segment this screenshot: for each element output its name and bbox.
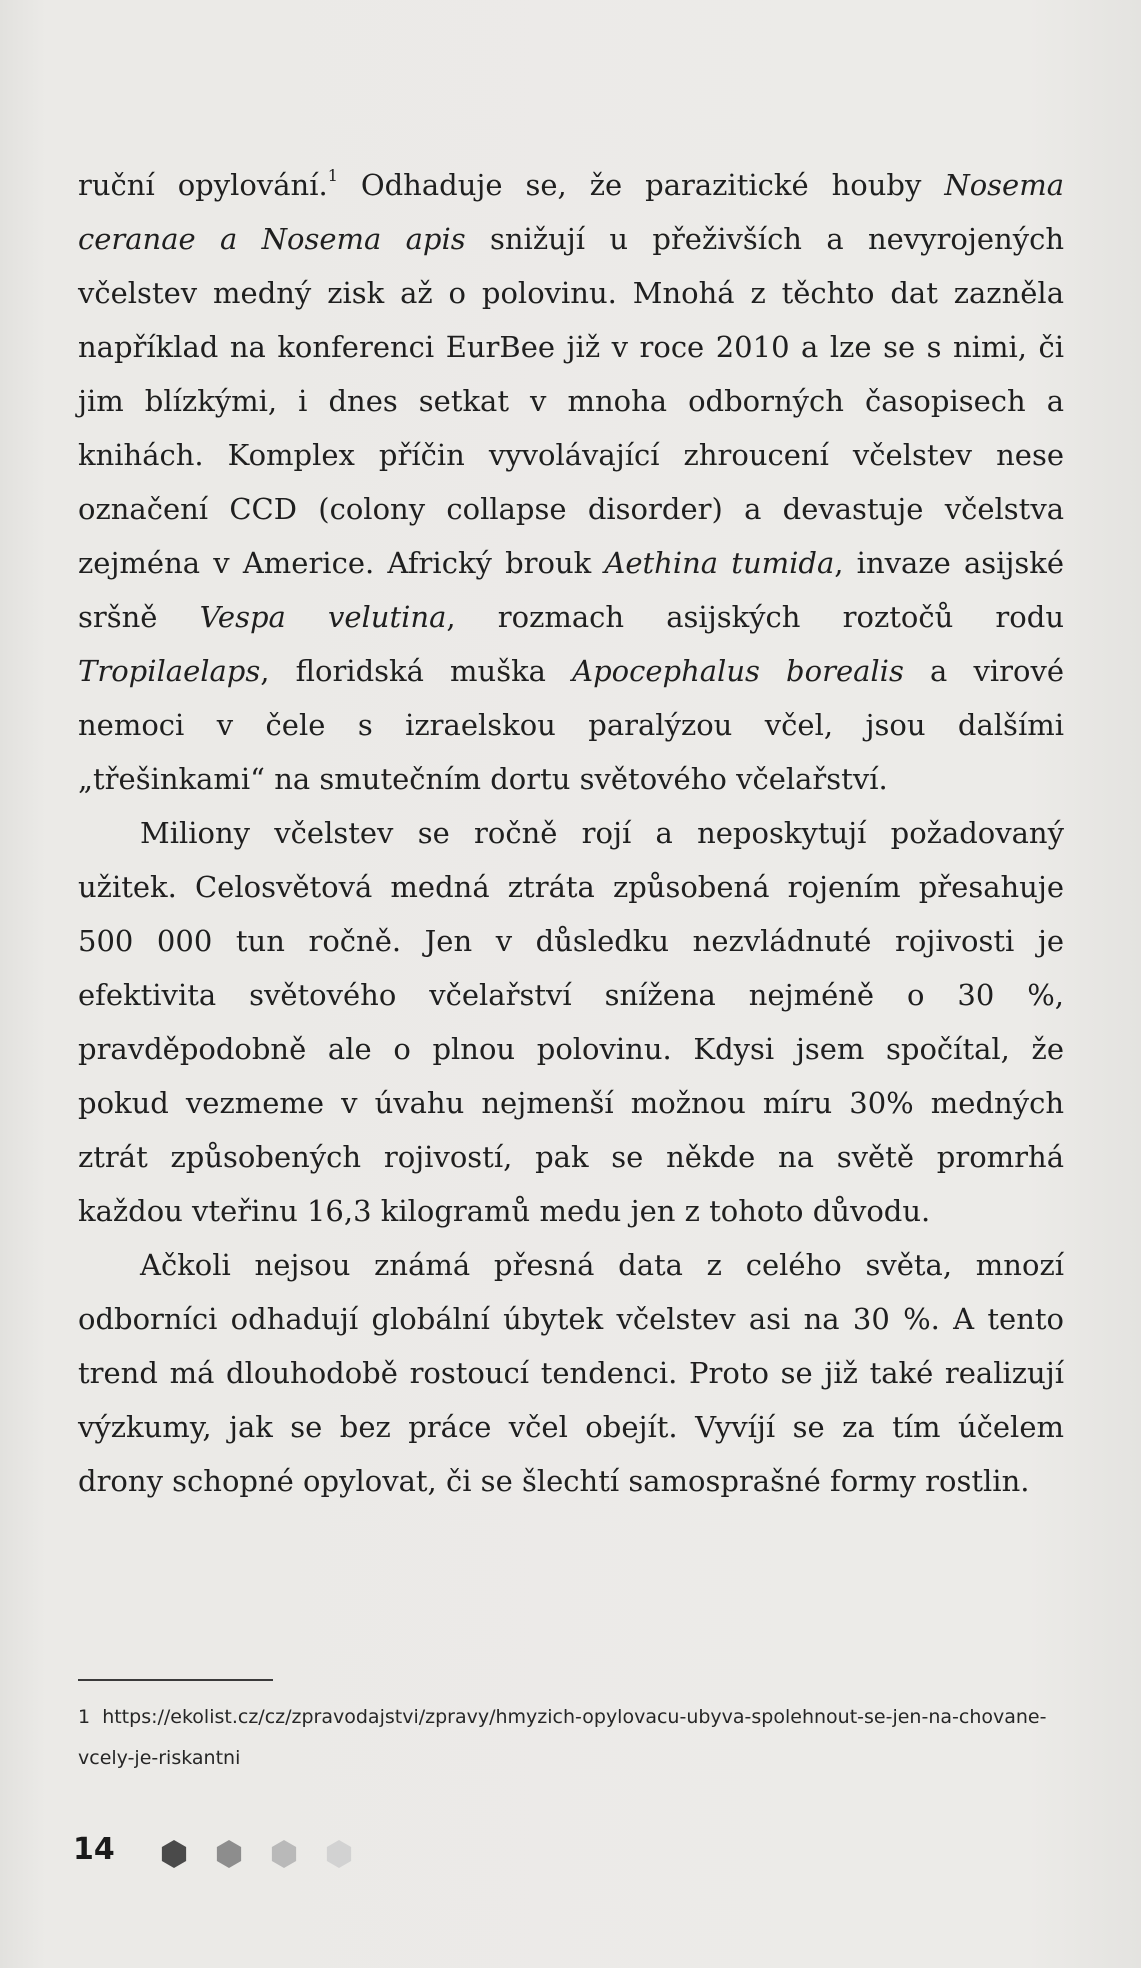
text-run: Miliony včelstev se ročně rojí a neposkytují požadovaný užitek. Celosvětová medná ztráta způsobená rojením přesahuje 500 000 tun ročně. Jen v důsledku nezvládnuté rojivosti je efektivita světového včelařství snížena nejméně o 30 %, pravděpodobně ale o plnou polovinu. Kdysi jsem spočítal, že pokud vezmeme v úvahu nejmenší možnou míru 30% medných ztrát způsobených rojivostí, pak se někde na světě promrhá každou vteřinu 16,3 kilogramů medu jen z tohoto důvodu. [78,816,1064,1228]
hexagon-dot [272,1840,296,1868]
text-run: ruční opylování. [78,168,328,202]
paragraph [78,1238,1064,1508]
text-run: a virové nemoci v čele s izraelskou paralýzou včel, jsou dalšími „třešinkami“ na smutečním dortu světového včelařství. [78,654,1064,796]
text-run: , floridská muška [260,654,573,688]
italic-term: Nosema ceranae a Nosema apis [78,168,1064,256]
italic-term: Aethina tumida [604,546,835,580]
footnote-url: https://ekolist.cz/cz/zpravodajstvi/zpravy/hmyzich-opylovacu-ubyva-spolehnout-se-jen-na-chovane-vcely-je-riskantni [78,1706,1047,1769]
footnote [78,1697,1068,1779]
footnote-divider [78,1679,273,1681]
italic-term: Vespa velutina [199,600,447,634]
footnote-number: 1 [78,1706,91,1728]
text-run: , invaze asijské sršně [78,546,1064,634]
text-run: Ačkoli nejsou známá přesná data z celého světa, mnozí odborníci odhadují globální úbytek včelstev asi na 30 %. A tento trend má dlouhodobě rostoucí tendenci. Proto se již také realizují výzkumy, jak se bez práce včel obejít. Vyvíjí se za tím účelem drony schopné opylovat, či se šlechtí samosprašné formy rostlin. [78,1248,1064,1498]
paragraph [78,158,1064,806]
text-run: Odhaduje se, že parazitické houby [337,168,945,202]
text-run: , rozmach asijských roztočů rodu [446,600,1064,634]
hexagon-dot [162,1840,186,1868]
body-text [78,158,1064,1508]
italic-term: Tropilaelaps [78,654,261,688]
hexagon-dots-icon [160,1837,390,1871]
hexagon-dot [327,1840,351,1868]
paragraph [78,806,1064,1238]
page-number: 14 [73,1832,115,1867]
hexagon-dot [217,1840,241,1868]
italic-term: Apocephalus borealis [572,654,904,688]
text-run: snižují u přeživších a nevyrojených včelstev medný zisk až o polovinu. Mnohá z těchto dat zazněla například na konferenci EurBee již v roce 2010 a lze se s nimi, či jim blízkými, i dnes setkat v mnoha odborných časopisech a knihách. Komplex příčin vyvolávající zhroucení včelstev nese označení CCD (colony collapse disorder) a devastuje včelstva zejména v Americe. Africký brouk [78,222,1065,580]
footnote-reference: 1 [327,166,338,185]
